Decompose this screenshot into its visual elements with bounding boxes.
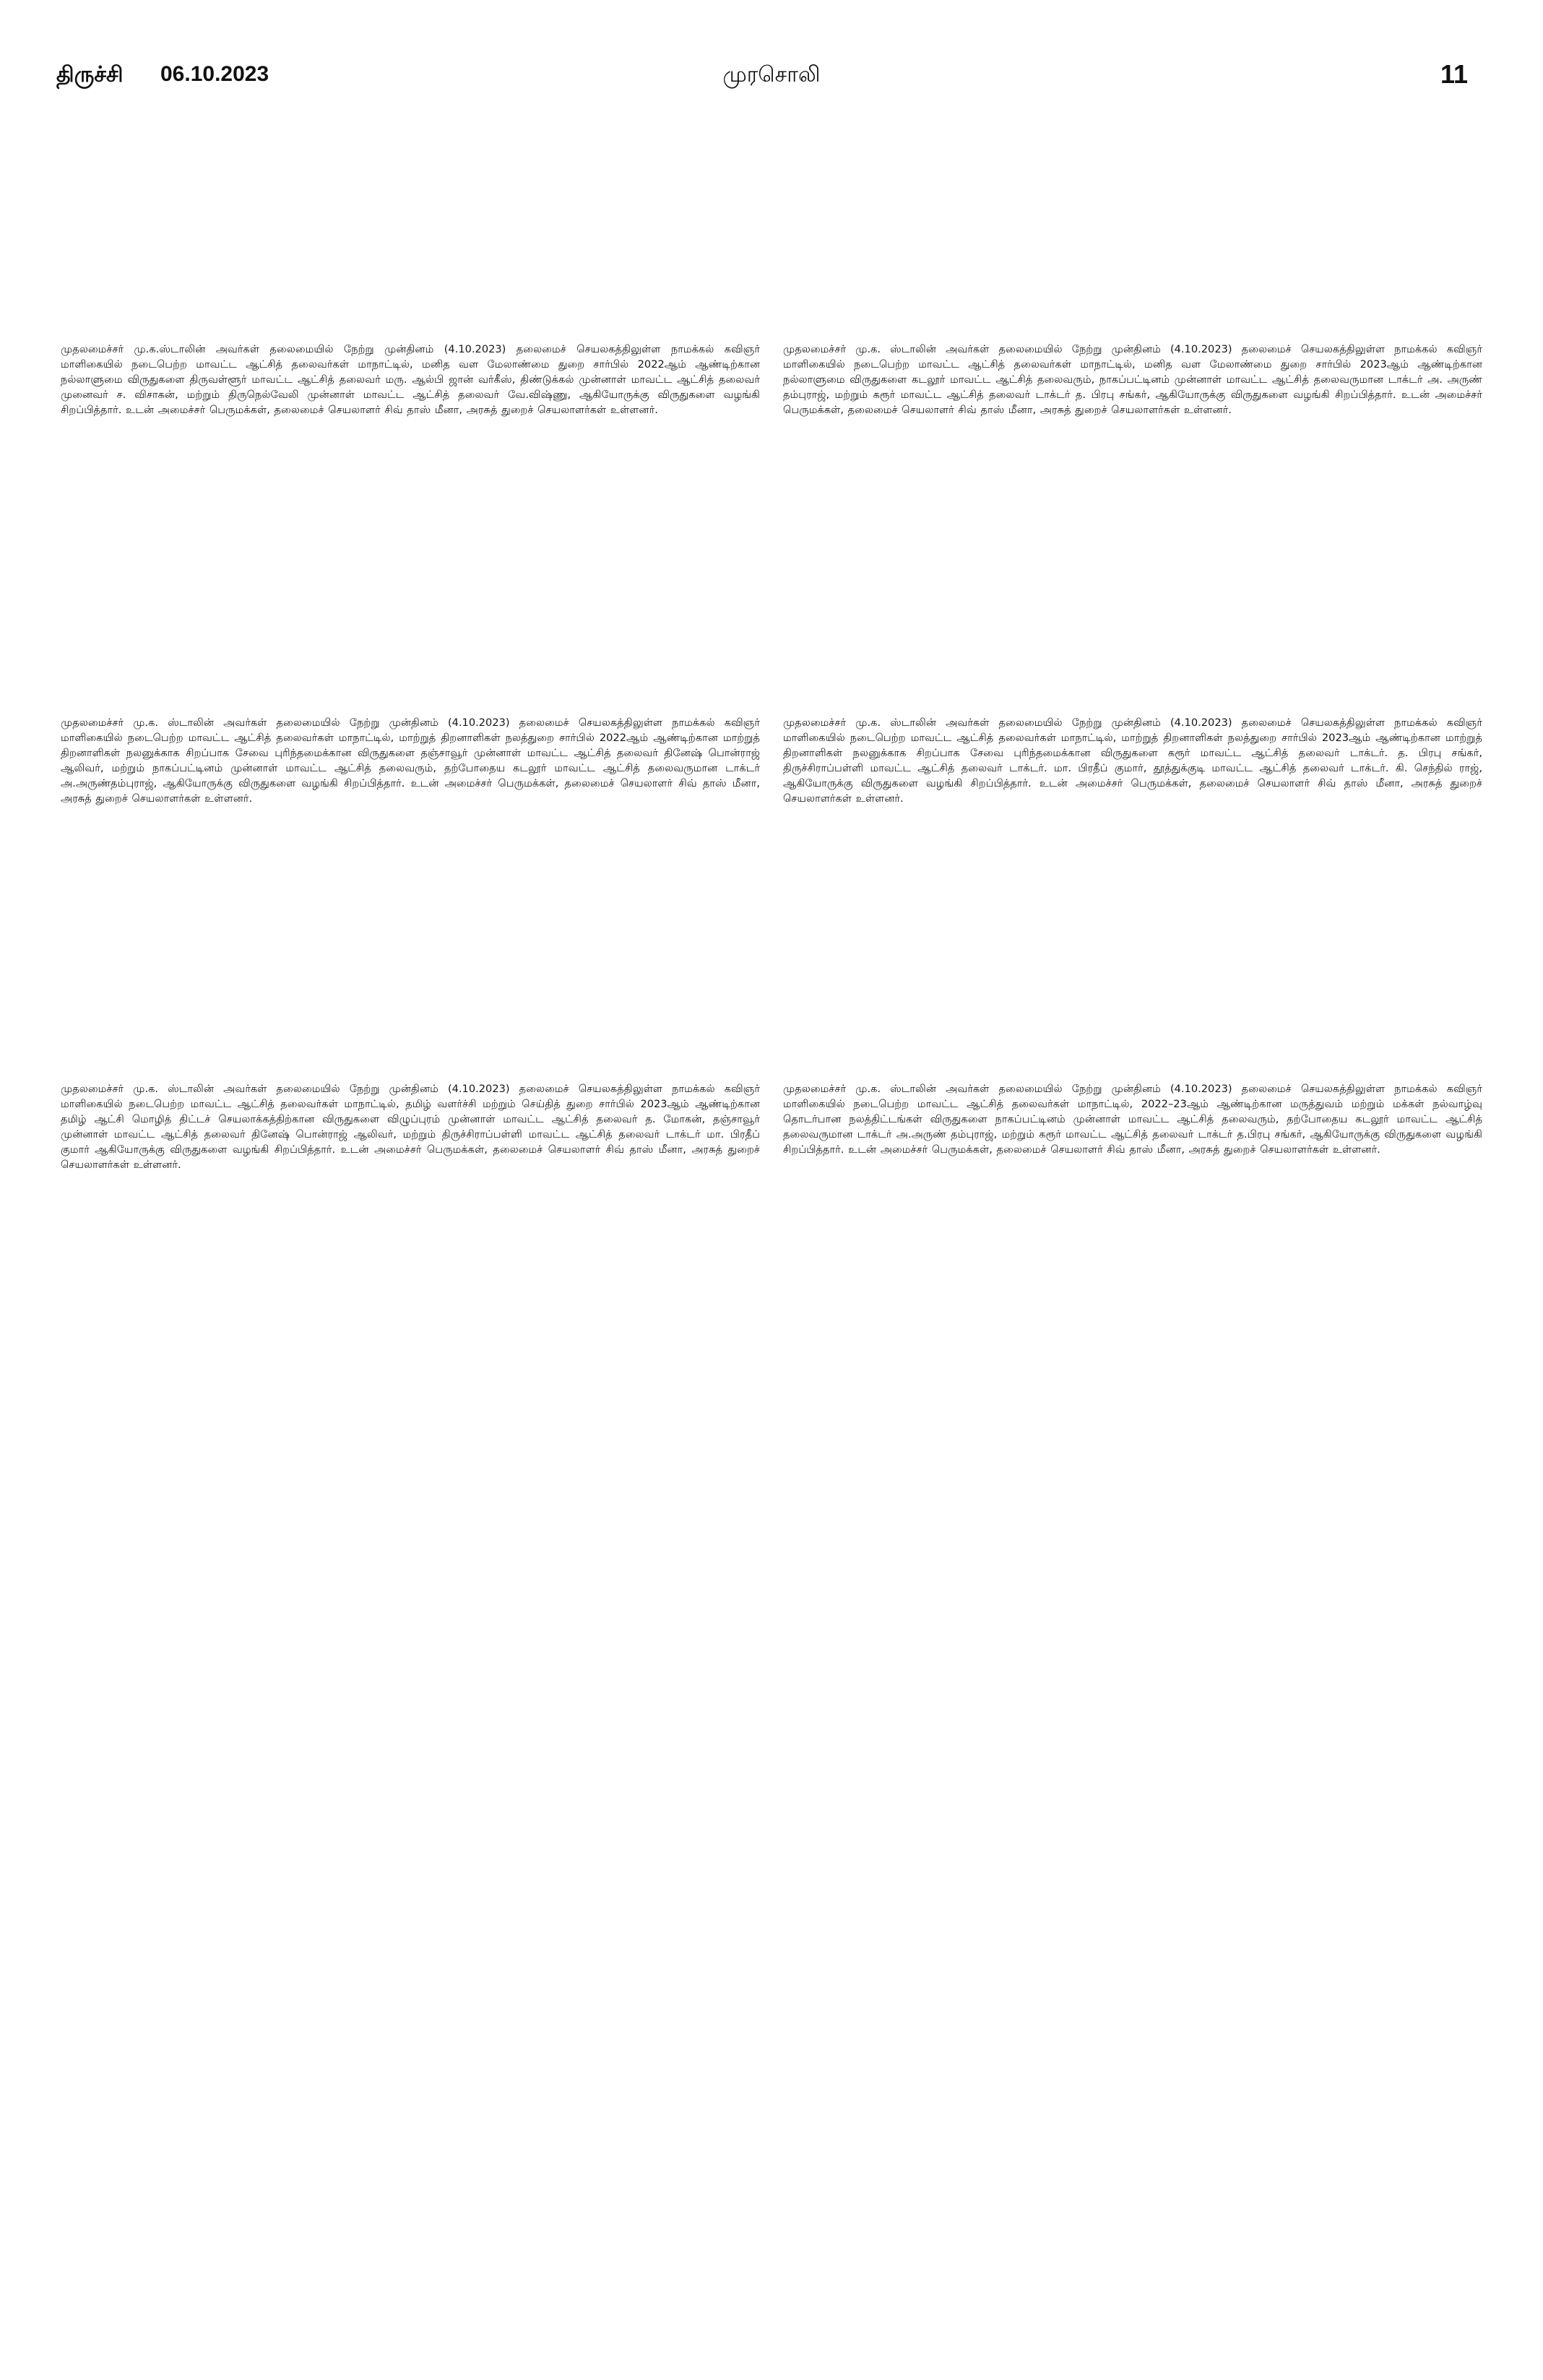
edition-date: 06.10.2023 <box>160 62 269 86</box>
photo-caption: முதலமைச்சர் மு.க. ஸ்டாலின் அவர்கள் தலைமையில் நேற்று முன்தினம் (4.10.2023) தலைமைச் செயலகத்திலுள்ள நாமக்கல் கவிஞர் மாளிகையில் நடைபெற்ற மாவட்ட ஆட்சித் தலைவர்கள் மாநாட்டில், 2022–23ஆம் ஆண்டிற்கான மருத்துவம் மற்றும் மக்கள் நல்வாழ்வு தொடர்பான நலத்திட்டங்கள் விருதுகளை நாகப்பட்டினம் முன்னாள் மாவட்ட ஆட்சித் தலைவரும், தற்போதைய கடலூர் மாவட்ட ஆட்சித் தலைவருமான டாக்டர் அ.அருண் தம்புராஜ், மற்றும் கரூர் மாவட்ட ஆட்சித் தலைவர் டாக்டர் த.பிரபு சங்கர், ஆகியோருக்கு விருதுகளை வழங்கி சிறப்பித்தார். உடன் அமைச்சர் பெருமக்கள், தலைமைச் செயலாளர் சிவ் தாஸ் மீனா, அரசுத் துறைச் செயலாளர்கள் உள்ளனர். <box>783 1083 1482 1156</box>
photo-caption: முதலமைச்சர் மு.க. ஸ்டாலின் அவர்கள் தலைமையில் நேற்று முன்தினம் (4.10.2023) தலைமைச் செயலகத்திலுள்ள நாமக்கல் கவிஞர் மாளிகையில் நடைபெற்ற மாவட்ட ஆட்சித் தலைவர்கள் மாநாட்டில், மனித வள மேலாண்மை துறை சார்பில் 2023ஆம் ஆண்டிற்கான நல்லாளுமை விருதுகளை கடலூர் மாவட்ட ஆட்சித் தலைவரும், நாகப்பட்டினம் முன்னாள் மாவட்ட ஆட்சித் தலைவருமான டாக்டர் அ. அருண் தம்புராஜ், மற்றும் கரூர் மாவட்ட ஆட்சித் தலைவர் டாக்டர் த. பிரபு சங்கர், ஆகியோருக்கு விருதுகளை வழங்கி சிறப்பித்தார். உடன் அமைச்சர் பெருமக்கள், தலைமைச் செயலாளர் சிவ் தாஸ் மீனா, அரசுத் துறைச் செயலாளர்கள் உள்ளனர். <box>783 343 1482 416</box>
photo-caption: முதலமைச்சர் மு.க. ஸ்டாலின் அவர்கள் தலைமையில் நேற்று முன்தினம் (4.10.2023) தலைமைச் செயலகத்திலுள்ள நாமக்கல் கவிஞர் மாளிகையில் நடைபெற்ற மாவட்ட ஆட்சித் தலைவர்கள் மாநாட்டில், மாற்றுத் திறனாளிகள் நலத்துறை சார்பில் 2022ஆம் ஆண்டிற்கான மாற்றுத் திறனாளிகள் நலனுக்காக சிறப்பாக சேவை புரிந்தமைக்கான விருதுகளை தஞ்சாவூர் முன்னாள் மாவட்ட ஆட்சித் தலைவர் தினேஷ் பொன்ராஜ் ஆலிவர், மற்றும் நாகப்பட்டினம் முன்னாள் மாவட்ட ஆட்சித் தலைவரும், தற்போதைய கடலூர் மாவட்ட ஆட்சித் தலைவருமான டாக்டர் அ.அருண்தம்புராஜ், ஆகியோருக்கு விருதுகளை வழங்கி சிறப்பித்தார். உடன் அமைச்சர் பெருமக்கள், தலைமைச் செயலாளர் சிவ் தாஸ் மீனா, அரசுத் துறைச் செயலாளர்கள் உள்ளனர். <box>61 717 760 805</box>
photo-caption: முதலமைச்சர் மு.க. ஸ்டாலின் அவர்கள் தலைமையில் நேற்று முன்தினம் (4.10.2023) தலைமைச் செயலகத்திலுள்ள நாமக்கல் கவிஞர் மாளிகையில் நடைபெற்ற மாவட்ட ஆட்சித் தலைவர்கள் மாநாட்டில், தமிழ் வளர்ச்சி மற்றும் செய்தித் துறை சார்பில் 2023ஆம் ஆண்டிற்கான தமிழ் ஆட்சி மொழித் திட்டச் செயலாக்கத்திற்கான விருதுகளை விழுப்புரம் முன்னாள் மாவட்ட ஆட்சித் தலைவர் த. மோகன், தஞ்சாவூர் முன்னாள் மாவட்ட ஆட்சித் தலைவர் தினேஷ் பொன்ராஜ் ஆலிவர், மற்றும் திருச்சிராப்பள்ளி மாவட்ட ஆட்சித் தலைவர் டாக்டர் மா. பிரதீப் குமார் ஆகியோருக்கு விருதுகளை வழங்கி சிறப்பித்தார். உடன் அமைச்சர் பெருமக்கள், தலைமைச் செயலாளர் சிவ் தாஸ் மீனா, அரசுத் துறைச் செயலாளர்கள் உள்ளனர். <box>61 1083 760 1171</box>
photo-caption: முதலமைச்சர் மு.க.ஸ்டாலின் அவர்கள் தலைமையில் நேற்று முன்தினம் (4.10.2023) தலைமைச் செயலகத்திலுள்ள நாமக்கல் கவிஞர் மாளிகையில் நடைபெற்ற மாவட்ட ஆட்சித் தலைவர்கள் மாநாட்டில், மனித வள மேலாண்மை துறை சார்பில் 2022ஆம் ஆண்டிற்கான நல்லாளுமை விருதுகளை திருவள்ளூர் மாவட்ட ஆட்சித் தலைவர் மரு. ஆல்பி ஜான் வர்கீஸ், திண்டுக்கல் முன்னாள் மாவட்ட ஆட்சித் தலைவர் முனைவர் ச. விசாகன், மற்றும் திருநெல்வேலி முன்னாள் மாவட்ட ஆட்சித் தலைவர் வே.விஷ்ணு, ஆகியோருக்கு விருதுகளை வழங்கி சிறப்பித்தார். உடன் அமைச்சர் பெருமக்கள், தலைமைச் செயலாளர் சிவ் தாஸ் மீனா, அரசுத் துறைச் செயலாளர்கள் உள்ளனர். <box>61 343 760 416</box>
masthead <box>0 59 1543 91</box>
edition-city: திருச்சி <box>56 62 124 87</box>
photo-caption: முதலமைச்சர் மு.க. ஸ்டாலின் அவர்கள் தலைமையில் நேற்று முன்தினம் (4.10.2023) தலைமைச் செயலகத்திலுள்ள நாமக்கல் கவிஞர் மாளிகையில் நடைபெற்ற மாவட்ட ஆட்சித் தலைவர்கள் மாநாட்டில், மாற்றுத் திறனாளிகள் நலத்துறை சார்பில் 2023ஆம் ஆண்டிற்கான மாற்றுத் திறனாளிகள் நலனுக்காக சிறப்பாக சேவை புரிந்தமைக்கான விருதுகளை கரூர் மாவட்ட ஆட்சித் தலைவர் டாக்டர். த. பிரபு சங்கர், திருச்சிராப்பள்ளி மாவட்ட ஆட்சித் தலைவர் டாக்டர். மா. பிரதீப் குமார், தூத்துக்குடி மாவட்ட ஆட்சித் தலைவர் டாக்டர். கி. செந்தில் ராஜ், ஆகியோருக்கு விருதுகளை வழங்கி சிறப்பித்தார். உடன் அமைச்சர் பெருமக்கள், தலைமைச் செயலாளர் சிவ் தாஸ் மீனா, அரசுத் துறைச் செயலாளர்கள் உள்ளனர். <box>783 717 1482 805</box>
newspaper-name: முரசொலி <box>722 62 821 87</box>
page-number: 11 <box>1440 59 1468 89</box>
